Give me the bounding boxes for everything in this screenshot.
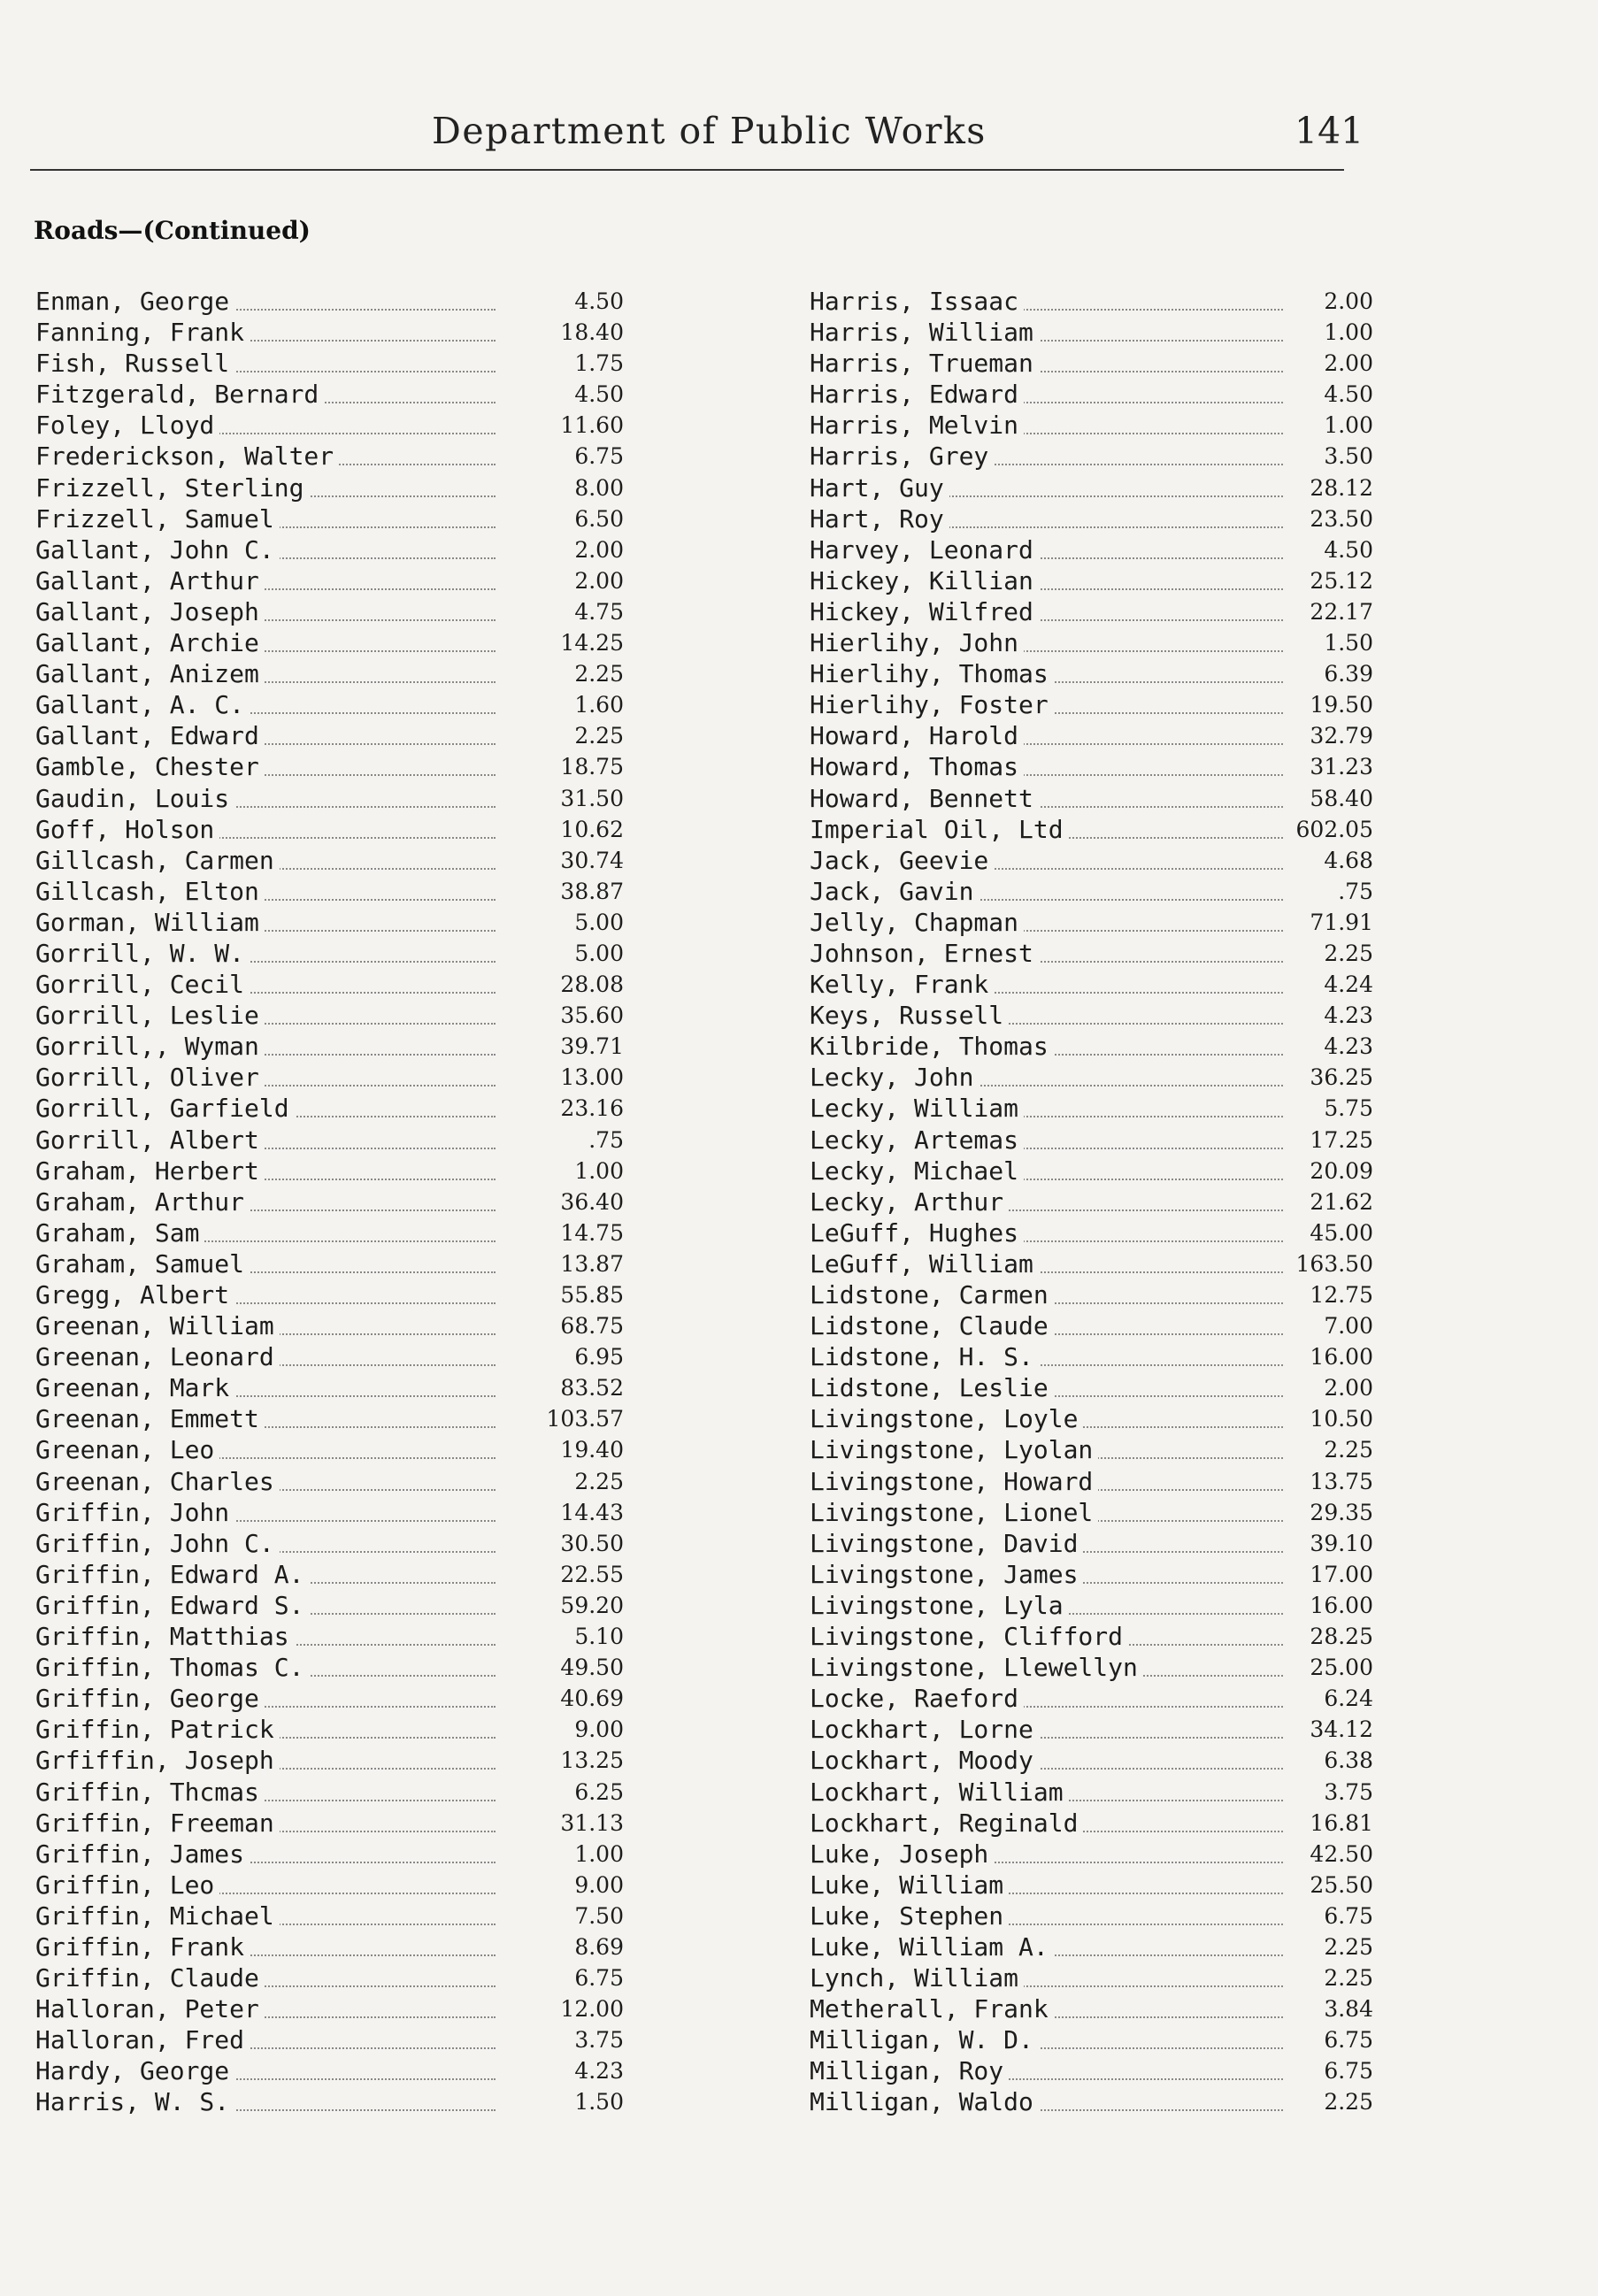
- payment-amount: 23.50: [1310, 505, 1373, 532]
- payment-amount: 13.00: [560, 1064, 624, 1091]
- payee-name: Hart, Guy: [810, 472, 949, 503]
- list-item: [810, 1621, 1376, 1652]
- payment-amount: 49.50: [560, 1655, 624, 1681]
- payee-name: Lynch, William: [810, 1962, 1024, 1993]
- payment-amount: 4.23: [1324, 1033, 1373, 1060]
- payment-amount: 19.40: [560, 1437, 624, 1463]
- payee-name: Kelly, Frank: [810, 969, 994, 1000]
- list-item: [810, 1497, 1376, 1528]
- payee-name: Livingstone, Lyolan: [810, 1434, 1098, 1465]
- payment-amount: 30.50: [560, 1530, 624, 1556]
- payment-amount: 31.13: [560, 1809, 624, 1836]
- payment-amount: 1.50: [1324, 630, 1373, 657]
- payee-name: Hart, Roy: [810, 503, 949, 534]
- payment-amount: 68.75: [560, 1313, 624, 1340]
- payee-name: Lockhart, Moody: [810, 1745, 1039, 1776]
- payment-amount: 1.00: [574, 1157, 624, 1184]
- payee-name: Greenan, Leo: [35, 1434, 219, 1465]
- payment-amount: 4.68: [1324, 847, 1373, 873]
- payment-amount: 39.10: [1310, 1530, 1373, 1556]
- payee-name: Griffin, Edward A.: [35, 1559, 309, 1590]
- payee-name: Gillcash, Carmen: [35, 845, 280, 876]
- payment-amount: 58.40: [1310, 785, 1373, 811]
- payee-name: Locke, Raeford: [810, 1683, 1024, 1714]
- payee-name: Lecky, John: [810, 1062, 979, 1093]
- payee-name: Gaudin, Louis: [35, 783, 234, 814]
- payment-amount: 6.75: [1324, 2058, 1373, 2085]
- payee-name: Harris, Trueman: [810, 348, 1039, 379]
- payment-amount: 602.05: [1295, 816, 1373, 842]
- payee-name: Greenan, Charles: [35, 1466, 280, 1497]
- payment-amount: 3.75: [574, 2027, 624, 2054]
- payee-name: Fitzgerald, Bernard: [35, 379, 324, 410]
- payee-name: Gorrill, Oliver: [35, 1062, 265, 1093]
- left-column-list: [35, 286, 624, 2118]
- payee-name: Lockhart, Lorne: [810, 1714, 1039, 1745]
- payee-name: Gorrill, Leslie: [35, 1000, 265, 1031]
- payment-amount: 31.23: [1310, 754, 1373, 780]
- payee-name: Gorrill,, Wyman: [35, 1031, 265, 1062]
- payee-name: Gallant, Arthur: [35, 565, 265, 596]
- payment-amount: 35.60: [560, 1002, 624, 1029]
- payee-name: Gallant, Anizem: [35, 658, 265, 689]
- payee-name: Frederickson, Walter: [35, 441, 339, 472]
- payment-amount: 55.85: [560, 1282, 624, 1308]
- payment-amount: 25.00: [1310, 1655, 1373, 1681]
- page-header-title: Department of Public Works: [432, 110, 987, 152]
- payee-name: Lockhart, Reginald: [810, 1808, 1083, 1839]
- payee-name: Howard, Thomas: [810, 751, 1024, 782]
- payment-amount: 18.40: [560, 319, 624, 346]
- payee-name: Lecky, Artemas: [810, 1125, 1024, 1156]
- payment-amount: 17.25: [1310, 1126, 1373, 1153]
- payment-amount: 30.74: [560, 847, 624, 873]
- payment-amount: 23.16: [560, 1095, 624, 1122]
- payment-amount: 2.25: [1324, 940, 1373, 966]
- payee-name: Gallant, Edward: [35, 720, 265, 751]
- payment-amount: 28.12: [1310, 474, 1373, 501]
- payee-name: Howard, Harold: [810, 720, 1024, 751]
- payee-name: Greenan, Leonard: [35, 1341, 280, 1372]
- payee-name: Harris, Melvin: [810, 410, 1024, 441]
- payee-name: Graham, Samuel: [35, 1248, 250, 1279]
- payment-amount: 2.25: [574, 1468, 624, 1494]
- payment-amount: 16.81: [1310, 1809, 1373, 1836]
- payee-name: Lidstone, Carmen: [810, 1279, 1054, 1310]
- payment-amount: 5.00: [574, 909, 624, 935]
- section-heading: Roads—(Continued): [34, 216, 311, 245]
- payment-amount: 13.87: [560, 1250, 624, 1277]
- payment-amount: 7.50: [574, 1902, 624, 1929]
- payee-name: Gallant, John C.: [35, 534, 280, 565]
- payee-name: Griffin, James: [35, 1839, 250, 1870]
- payee-name: Frizzell, Samuel: [35, 503, 280, 534]
- payee-name: Foley, Lloyd: [35, 410, 219, 441]
- payment-amount: 103.57: [546, 1406, 624, 1432]
- payment-amount: 1.50: [574, 2089, 624, 2116]
- payee-name: Greenan, Mark: [35, 1372, 234, 1403]
- payment-amount: 25.12: [1310, 567, 1373, 594]
- payment-amount: 22.17: [1310, 598, 1373, 625]
- payment-amount: 1.00: [574, 1840, 624, 1867]
- payee-name: Luke, William: [810, 1870, 1009, 1901]
- payee-name: Griffin, Freeman: [35, 1808, 280, 1839]
- payee-name: Greenan, William: [35, 1310, 280, 1341]
- payee-name: Enman, George: [35, 286, 234, 317]
- payment-amount: 1.75: [574, 350, 624, 377]
- payee-name: Livingstone, Lyla: [810, 1590, 1069, 1621]
- payment-amount: 6.24: [1324, 1686, 1373, 1712]
- payee-name: Goff, Holson: [35, 814, 219, 845]
- payee-name: Lecky, William: [810, 1093, 1024, 1124]
- list-item: [35, 441, 624, 472]
- payee-name: Gorrill, W. W.: [35, 938, 250, 969]
- payment-amount: 1.60: [574, 692, 624, 718]
- payment-amount: 6.50: [574, 505, 624, 532]
- payee-name: Gorrill, Albert: [35, 1125, 265, 1156]
- payment-amount: 6.38: [1324, 1747, 1373, 1774]
- payee-name: Hickey, Killian: [810, 565, 1039, 596]
- payment-amount: .75: [1338, 878, 1373, 904]
- payee-name: Harris, W. S.: [35, 2086, 234, 2117]
- payee-name: Grfiffin, Joseph: [35, 1745, 280, 1776]
- payee-name: Gallant, Archie: [35, 627, 265, 658]
- payment-amount: 2.25: [1324, 2089, 1373, 2116]
- payment-amount: 2.25: [1324, 1437, 1373, 1463]
- payee-name: Gregg, Albert: [35, 1279, 234, 1310]
- payee-name: Livingstone, Lionel: [810, 1497, 1098, 1528]
- payment-amount: 9.00: [574, 1716, 624, 1743]
- payment-amount: 4.23: [574, 2058, 624, 2085]
- payee-name: Livingstone, David: [810, 1528, 1083, 1559]
- payee-name: Gallant, Joseph: [35, 596, 265, 627]
- payment-amount: 5.10: [574, 1624, 624, 1650]
- payment-amount: 28.08: [560, 971, 624, 998]
- payment-amount: 71.91: [1310, 909, 1373, 935]
- payee-name: Harvey, Leonard: [810, 534, 1039, 565]
- payment-amount: 4.75: [574, 598, 624, 625]
- payment-amount: 36.25: [1310, 1064, 1373, 1091]
- payment-amount: 2.25: [1324, 1965, 1373, 1992]
- payee-name: Graham, Sam: [35, 1217, 204, 1248]
- payment-amount: 6.95: [574, 1344, 624, 1371]
- payee-name: Metherall, Frank: [810, 1993, 1054, 2024]
- payment-amount: 12.00: [560, 1996, 624, 2023]
- payment-amount: 5.00: [574, 940, 624, 966]
- payee-name: Fanning, Frank: [35, 317, 250, 348]
- payment-amount: 4.23: [1324, 1002, 1373, 1029]
- payee-name: Harris, Edward: [810, 379, 1024, 410]
- payee-name: Griffin, Claude: [35, 1962, 265, 1993]
- payee-name: Milligan, Roy: [810, 2055, 1009, 2086]
- payee-name: Milligan, Waldo: [810, 2086, 1039, 2117]
- payment-amount: 4.50: [574, 381, 624, 408]
- payee-name: Jack, Geevie: [810, 845, 994, 876]
- payee-name: Luke, Stephen: [810, 1901, 1009, 1931]
- payee-name: Griffin, Matthias: [35, 1621, 295, 1652]
- payment-amount: 28.25: [1310, 1624, 1373, 1650]
- payee-name: Griffin, Michael: [35, 1901, 280, 1931]
- payment-amount: 10.62: [560, 816, 624, 842]
- payment-amount: .75: [588, 1126, 624, 1153]
- payment-amount: 2.25: [574, 723, 624, 749]
- payment-amount: 14.25: [560, 630, 624, 657]
- payee-name: Griffin, John: [35, 1497, 234, 1528]
- payee-name: Livingstone, Llewellyn: [810, 1652, 1143, 1683]
- payee-name: Imperial Oil, Ltd: [810, 814, 1069, 845]
- dot-leader: [916, 495, 1283, 528]
- payee-name: Livingstone, Clifford: [810, 1621, 1128, 1652]
- payee-name: Milligan, W. D.: [810, 2024, 1039, 2055]
- payment-amount: 8.00: [574, 474, 624, 501]
- header-rule: [30, 169, 1344, 171]
- payment-amount: 59.20: [560, 1592, 624, 1618]
- payment-amount: 45.00: [1310, 1219, 1373, 1246]
- payment-amount: 2.00: [1324, 288, 1373, 314]
- payment-amount: 32.79: [1310, 723, 1373, 749]
- payment-amount: 17.00: [1310, 1561, 1373, 1587]
- payee-name: Hierlihy, Foster: [810, 689, 1054, 720]
- payee-name: Harris, Issaac: [810, 286, 1024, 317]
- payee-name: Luke, Joseph: [810, 1839, 994, 1870]
- list-item: [35, 379, 624, 410]
- payee-name: Livingstone, James: [810, 1559, 1083, 1590]
- payee-name: Lidstone, H. S.: [810, 1341, 1039, 1372]
- payee-name: Griffin, John C.: [35, 1528, 280, 1559]
- payment-amount: 2.00: [1324, 1375, 1373, 1401]
- payment-amount: 8.69: [574, 1933, 624, 1960]
- payee-name: Graham, Arthur: [35, 1186, 250, 1217]
- payment-amount: 6.75: [1324, 2027, 1373, 2054]
- payment-amount: 19.50: [1310, 692, 1373, 718]
- payment-amount: 6.39: [1324, 661, 1373, 687]
- payment-amount: 1.00: [1324, 319, 1373, 346]
- payment-amount: 2.25: [574, 661, 624, 687]
- payment-amount: 29.35: [1310, 1499, 1373, 1525]
- payee-name: Griffin, Thomas C.: [35, 1652, 309, 1683]
- payee-name: Lidstone, Leslie: [810, 1372, 1054, 1403]
- payee-name: Keys, Russell: [810, 1000, 1009, 1031]
- payee-name: Halloran, Peter: [35, 1993, 265, 2024]
- payment-amount: 6.75: [1324, 1902, 1373, 1929]
- payment-amount: 12.75: [1310, 1282, 1373, 1308]
- payee-name: Frizzell, Sterling: [35, 472, 309, 503]
- payee-name: Jelly, Chapman: [810, 907, 1024, 938]
- payee-name: Lecky, Arthur: [810, 1186, 1009, 1217]
- payee-name: Lockhart, William: [810, 1777, 1069, 1808]
- payment-amount: 42.50: [1310, 1840, 1373, 1867]
- payee-name: Halloran, Fred: [35, 2024, 250, 2055]
- payment-amount: 14.75: [560, 1219, 624, 1246]
- payee-name: Griffin, Thcmas: [35, 1777, 265, 1808]
- payee-name: Johnson, Ernest: [810, 938, 1039, 969]
- payment-amount: 1.00: [1324, 412, 1373, 439]
- page-number: 141: [1295, 110, 1364, 152]
- payee-name: Gorrill, Cecil: [35, 969, 250, 1000]
- payment-amount: 36.40: [560, 1188, 624, 1215]
- payment-amount: 2.00: [574, 567, 624, 594]
- payee-name: Griffin, Edward S.: [35, 1590, 309, 1621]
- payee-name: Harris, William: [810, 317, 1039, 348]
- payee-name: Griffin, Leo: [35, 1870, 219, 1901]
- payment-amount: 38.87: [560, 878, 624, 904]
- payment-amount: 5.75: [1324, 1095, 1373, 1122]
- payment-amount: 9.00: [574, 1871, 624, 1898]
- payee-name: Greenan, Emmett: [35, 1403, 265, 1434]
- payee-name: Jack, Gavin: [810, 876, 979, 907]
- payee-name: Graham, Herbert: [35, 1156, 265, 1186]
- payment-amount: 83.52: [560, 1375, 624, 1401]
- payment-amount: 7.00: [1324, 1313, 1373, 1340]
- payee-name: Kilbride, Thomas: [810, 1031, 1054, 1062]
- payee-name: Harris, Grey: [810, 441, 994, 472]
- payee-name: LeGuff, Hughes: [810, 1217, 1024, 1248]
- payment-amount: 13.25: [560, 1747, 624, 1774]
- payment-amount: 2.00: [1324, 350, 1373, 377]
- payment-amount: 21.62: [1310, 1188, 1373, 1215]
- payment-amount: 10.50: [1310, 1406, 1373, 1432]
- payment-amount: 6.75: [574, 443, 624, 470]
- payee-name: Hickey, Wilfred: [810, 596, 1039, 627]
- payment-amount: 3.84: [1324, 1996, 1373, 2023]
- payment-amount: 40.69: [560, 1686, 624, 1712]
- payee-name: Hierlihy, John: [810, 627, 1024, 658]
- payment-amount: 16.00: [1310, 1592, 1373, 1618]
- payment-amount: 20.09: [1310, 1157, 1373, 1184]
- payee-name: LeGuff, William: [810, 1248, 1039, 1279]
- payment-amount: 16.00: [1310, 1344, 1373, 1371]
- payment-amount: 13.75: [1310, 1468, 1373, 1494]
- payment-amount: 14.43: [560, 1499, 624, 1525]
- payee-name: Gorman, William: [35, 907, 265, 938]
- payee-name: Lidstone, Claude: [810, 1310, 1054, 1341]
- payee-name: Griffin, George: [35, 1683, 265, 1714]
- list-item: [810, 1434, 1376, 1465]
- payment-amount: 6.25: [574, 1778, 624, 1805]
- payment-amount: 34.12: [1310, 1716, 1373, 1743]
- payment-amount: 163.50: [1295, 1250, 1373, 1277]
- payment-amount: 3.75: [1324, 1778, 1373, 1805]
- payee-name: Hierlihy, Thomas: [810, 658, 1054, 689]
- payment-amount: 25.50: [1310, 1871, 1373, 1898]
- payee-name: Gillcash, Elton: [35, 876, 265, 907]
- payee-name: Fish, Russell: [35, 348, 234, 379]
- list-item: [810, 1466, 1376, 1497]
- payee-name: Griffin, Frank: [35, 1931, 250, 1962]
- payment-amount: 11.60: [560, 412, 624, 439]
- right-column-list: [810, 286, 1376, 2118]
- payee-name: Gorrill, Garfield: [35, 1093, 295, 1124]
- payment-amount: 4.50: [1324, 536, 1373, 563]
- payee-name: Livingstone, Howard: [810, 1466, 1098, 1497]
- payment-amount: 4.50: [574, 288, 624, 314]
- payment-amount: 39.71: [560, 1033, 624, 1060]
- list-item: [35, 2086, 624, 2117]
- list-item: [810, 1652, 1376, 1683]
- payment-amount: 6.75: [574, 1965, 624, 1992]
- payment-amount: 31.50: [560, 785, 624, 811]
- payee-name: Howard, Bennett: [810, 783, 1039, 814]
- list-item: [810, 2086, 1376, 2117]
- payee-name: Griffin, Patrick: [35, 1714, 280, 1745]
- payee-name: Livingstone, Loyle: [810, 1403, 1083, 1434]
- payment-amount: 2.00: [574, 536, 624, 563]
- payment-amount: 18.75: [560, 754, 624, 780]
- payee-name: Luke, William A.: [810, 1931, 1054, 1962]
- payment-amount: 2.25: [1324, 1933, 1373, 1960]
- payment-amount: 22.55: [560, 1561, 624, 1587]
- payment-amount: 4.50: [1324, 381, 1373, 408]
- payment-amount: 3.50: [1324, 443, 1373, 470]
- payment-amount: 4.24: [1324, 971, 1373, 998]
- payee-name: Gamble, Chester: [35, 751, 265, 782]
- payee-name: Hardy, George: [35, 2055, 234, 2086]
- payee-name: Gallant, A. C.: [35, 689, 250, 720]
- payee-name: Lecky, Michael: [810, 1156, 1024, 1186]
